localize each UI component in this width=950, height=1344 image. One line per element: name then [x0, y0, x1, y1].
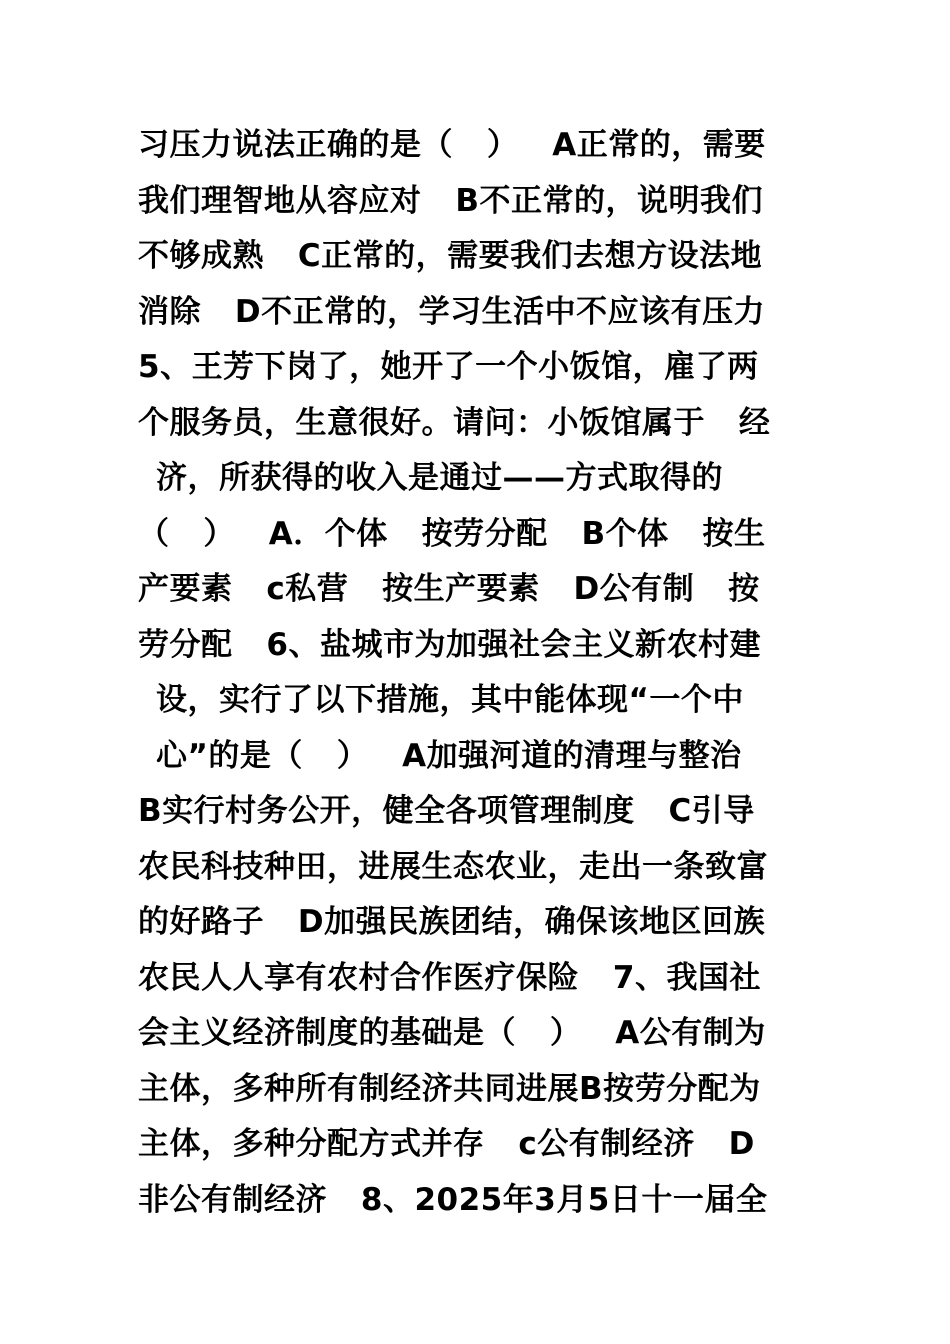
text-line: 的好路子 D加强民族团结，确保该地区回族 [138, 904, 766, 940]
text-line: B实行村务公开，健全各项管理制度 C引导 [138, 793, 755, 829]
text-line: 会主义经济制度的基础是（ ） A公有制为 [138, 1015, 766, 1051]
text-line: 农民科技种田，进展生态农业，走出一条致富 [138, 848, 768, 885]
text-line: 农民人人享有农村合作医疗保险 7、我国社 [138, 959, 761, 996]
text-line: 个服务员，生意很好。请问：小饭馆属于 经 [138, 404, 771, 441]
text-line: 劳分配 6、盐城市为加强社会主义新农村建 [138, 626, 761, 663]
text-line: 主体，多种所有制经济共同进展B按劳分配为 [138, 1070, 761, 1107]
text-line: （ ） A．个体 按劳分配 B个体 按生 [138, 515, 766, 552]
text-line: 设，实行了以下措施，其中能体现“一个中 [156, 682, 744, 718]
question-text [138, 118, 818, 1228]
text-line: 不够成熟 C正常的，需要我们去想方设法地 [138, 238, 763, 274]
text-line: 产要素 c私营 按生产要素 D公有制 按 [138, 571, 760, 607]
text-line: 5、王芳下岗了，她开了一个小饭馆，雇了两 [138, 349, 759, 385]
text-line: 我们理智地从容应对 B不正常的，说明我们 [138, 182, 764, 219]
text-line: 心”的是（ ） A加强河道的清理与整治 [156, 737, 742, 774]
text-line: 习压力说法正确的是（ ） A正常的，需要 [138, 127, 766, 163]
text-line: 主体，多种分配方式并存 c公有制经济 D [138, 1126, 755, 1162]
text-line: 济，所获得的收入是通过——方式取得的 [156, 460, 723, 496]
text-line: 消除 D不正常的，学习生活中不应该有压力 [138, 293, 766, 330]
text-line: 非公有制经济 8、2025年3月5日十一届全 [138, 1181, 768, 1218]
